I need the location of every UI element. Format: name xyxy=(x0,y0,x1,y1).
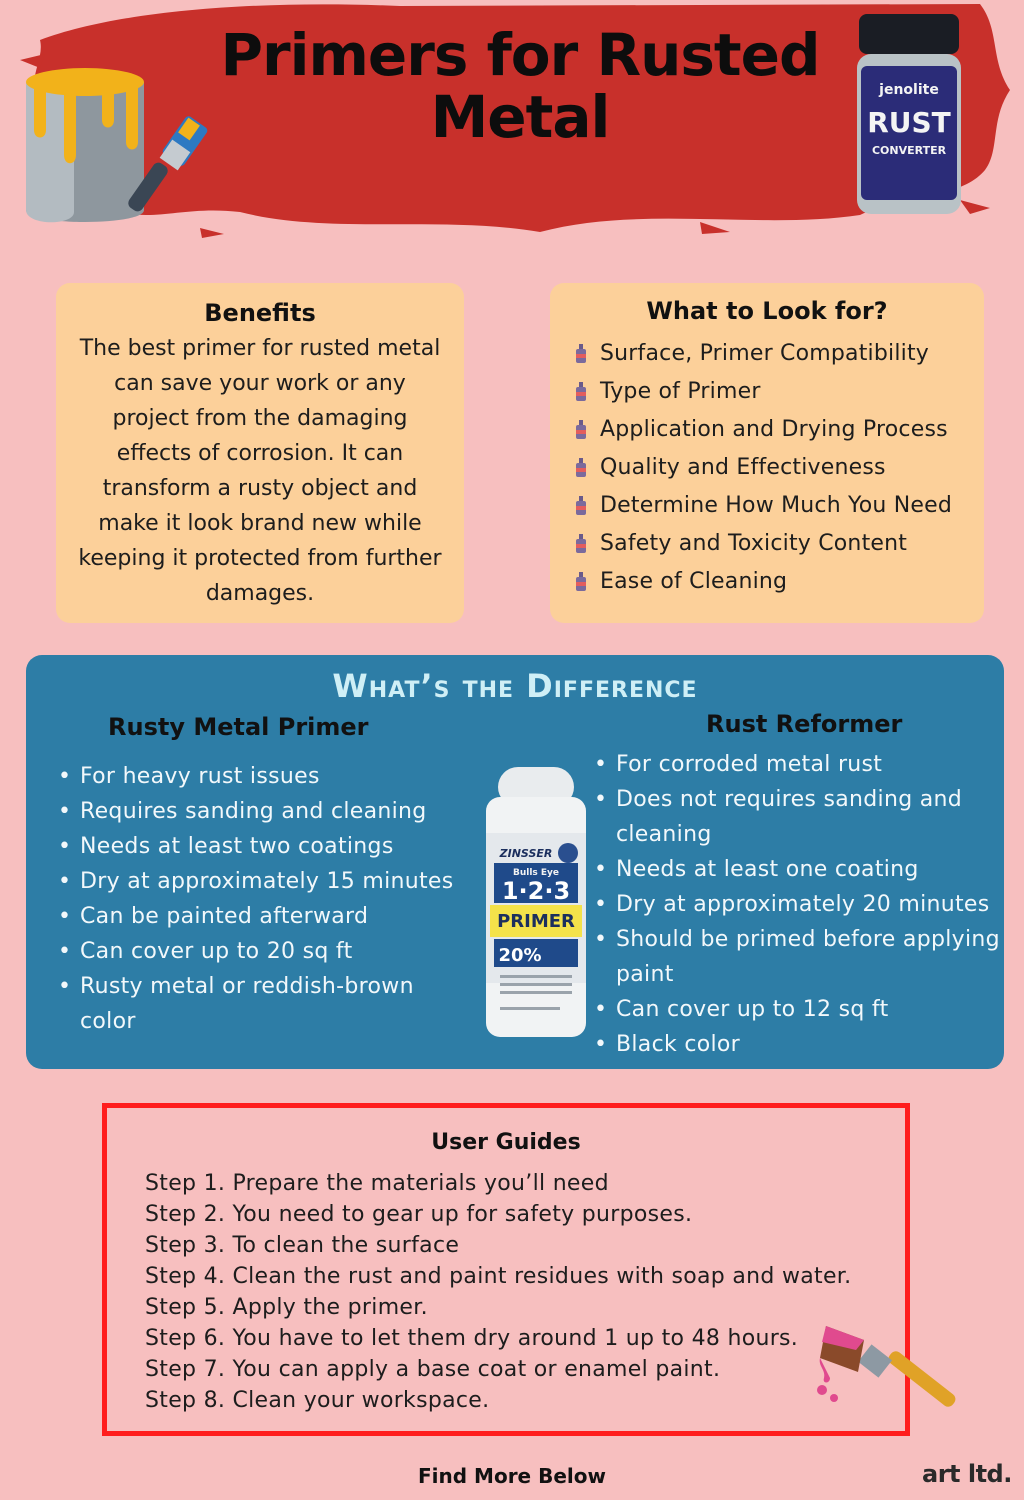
list-item: • Dry at approximately 15 minutes xyxy=(56,864,476,899)
list-bullet-icon xyxy=(574,496,588,516)
list-item xyxy=(566,487,968,525)
list-item: • Should be primed before applying paint xyxy=(592,922,1002,992)
look-for-heading: What to Look for? xyxy=(646,297,888,325)
list-item: • For corroded metal rust xyxy=(592,747,1002,782)
step-item: Step 8. Clean your workspace. xyxy=(145,1388,490,1413)
list-item xyxy=(566,373,968,411)
svg-text:1·2·3: 1·2·3 xyxy=(501,877,571,905)
list-item xyxy=(566,525,968,563)
title-line-2: Metal xyxy=(430,83,610,151)
list-item-text: Determine How Much You Need xyxy=(600,493,953,518)
page-title xyxy=(160,21,880,151)
list-item: • For heavy rust issues xyxy=(56,759,476,794)
step-item: Step 2. You need to gear up for safety purposes. xyxy=(145,1202,693,1227)
list-item xyxy=(566,335,968,373)
step-item: Step 3. To clean the surface xyxy=(145,1233,460,1258)
paint-can-icon xyxy=(14,60,214,230)
list-item: • Black color xyxy=(592,1027,1002,1062)
step-item: Step 4. Clean the rust and paint residues with soap and water. xyxy=(145,1264,852,1289)
svg-text:20%: 20% xyxy=(498,945,542,966)
spray-can-icon xyxy=(476,763,596,1041)
list-bullet-icon xyxy=(574,572,588,592)
brand-logo: art ltd. xyxy=(922,1460,1012,1488)
look-for-list xyxy=(566,335,968,601)
list-bullet-icon xyxy=(574,458,588,478)
rust-converter-jar-icon xyxy=(853,10,965,220)
step-item: Step 5. Apply the primer. xyxy=(145,1295,428,1320)
svg-text:CONVERTER: CONVERTER xyxy=(871,144,947,157)
svg-text:Bulls Eye: Bulls Eye xyxy=(512,868,560,878)
svg-text:PRIMER: PRIMER xyxy=(497,911,575,932)
list-item: • Can cover up to 20 sq ft xyxy=(56,934,476,969)
list-bullet-icon xyxy=(574,420,588,440)
user-guides-steps xyxy=(145,1168,851,1416)
list-bullet-icon xyxy=(574,382,588,402)
difference-heading: What’s the Difference xyxy=(332,667,698,705)
list-item: • Can cover up to 12 sq ft xyxy=(592,992,1002,1027)
list-item xyxy=(566,449,968,487)
benefits-card xyxy=(56,283,464,623)
rust-reformer-heading: Rust Reformer xyxy=(706,710,903,738)
list-item: • Needs at least two coatings xyxy=(56,829,476,864)
svg-text:ZINSSER: ZINSSER xyxy=(499,847,553,860)
step-item: Step 1. Prepare the materials you’ll need xyxy=(145,1171,609,1196)
step-item: Step 7. You can apply a base coat or enamel paint. xyxy=(145,1357,721,1382)
list-item xyxy=(566,563,968,601)
rusty-metal-primer-heading: Rusty Metal Primer xyxy=(108,713,369,741)
look-for-card xyxy=(550,283,984,623)
pink-paintbrush-icon xyxy=(812,1320,962,1440)
list-item-text: Application and Drying Process xyxy=(600,417,948,442)
benefits-body: The best primer for rusted metal can save your work or any project from the damaging effects of corrosion. It can transform a rusty object and make it look brand new while keeping it protected from further damages. xyxy=(78,336,442,606)
list-bullet-icon xyxy=(574,534,588,554)
list-item-text: Surface, Primer Compatibility xyxy=(600,341,930,366)
list-item: • Does not requires sanding and cleaning xyxy=(592,782,1002,852)
rust-reformer-list xyxy=(592,747,1002,1062)
list-item: • Requires sanding and cleaning xyxy=(56,794,476,829)
svg-text:RUST: RUST xyxy=(867,106,951,139)
list-item-text: Quality and Effectiveness xyxy=(600,455,886,480)
difference-panel xyxy=(26,655,1004,1069)
find-more-link[interactable]: Find More Below xyxy=(418,1464,606,1488)
list-item xyxy=(566,411,968,449)
step-item: Step 6. You have to let them dry around 1 up to 48 hours. xyxy=(145,1326,799,1351)
list-item: • Dry at approximately 20 minutes xyxy=(592,887,1002,922)
list-item-text: Ease of Cleaning xyxy=(600,569,788,594)
list-item-text: Safety and Toxicity Content xyxy=(600,531,908,556)
svg-text:jenolite: jenolite xyxy=(879,82,939,98)
list-item: • Can be painted afterward xyxy=(56,899,476,934)
benefits-heading: Benefits xyxy=(204,299,316,327)
title-line-1: Primers for Rusted xyxy=(220,21,820,89)
user-guides-heading: User Guides xyxy=(431,1130,581,1155)
rusty-metal-primer-list xyxy=(56,759,476,1039)
list-bullet-icon xyxy=(574,344,588,364)
list-item: • Needs at least one coating xyxy=(592,852,1002,887)
list-item: • Rusty metal or reddish-brown color xyxy=(56,969,476,1039)
list-item-text: Type of Primer xyxy=(600,379,761,404)
user-guides-box xyxy=(102,1103,910,1436)
